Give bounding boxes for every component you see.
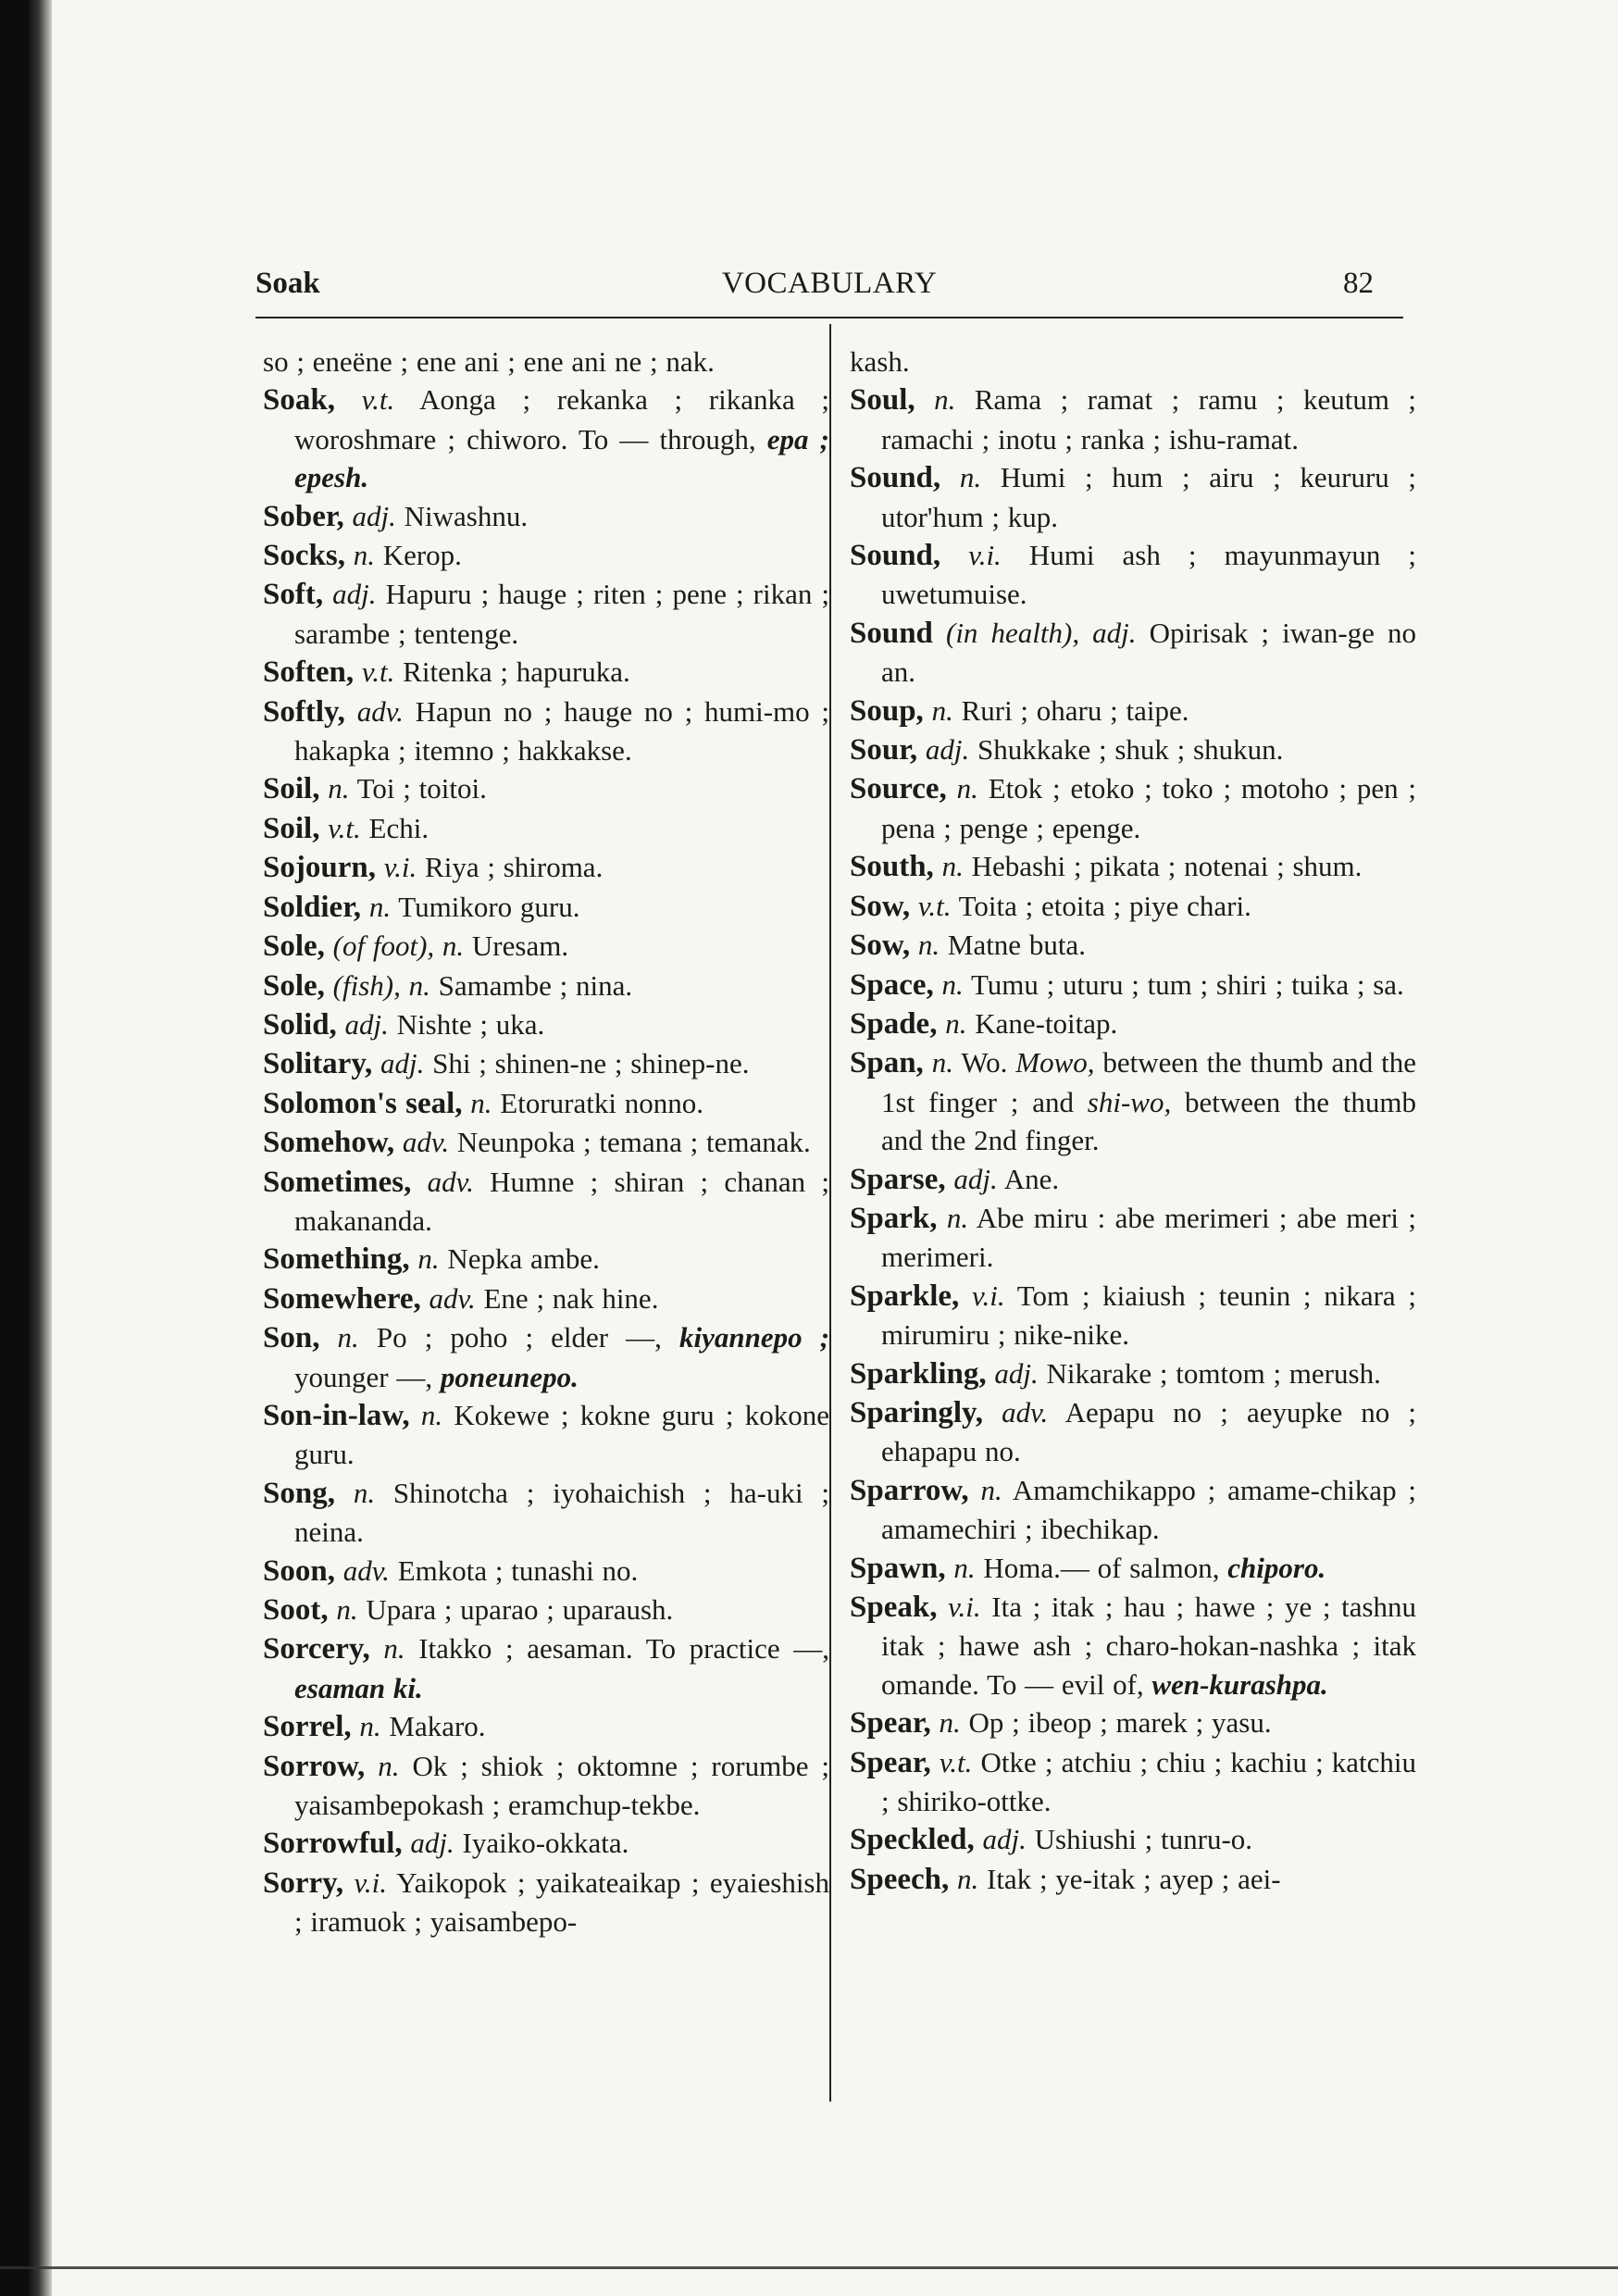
entry-translation: Ruri ; oharu ; taipe. [961, 693, 1189, 727]
page-bottom-edge [0, 2266, 1618, 2269]
dictionary-entry [850, 1471, 1416, 1549]
dictionary-entry [850, 769, 1416, 847]
entry-translation: Amamchikappo ; amame-chikap ; amamechiri ; ibechikap. [881, 1473, 1417, 1546]
entry-translation: Niwashnu. [404, 499, 529, 532]
entry-part-of-speech: n. [939, 1706, 961, 1740]
entry-part-of-speech: (in health), adj. [946, 616, 1137, 649]
entry-part-of-speech: v.i. [948, 1591, 981, 1623]
entry-headword: Sparkling, [850, 1356, 987, 1391]
entry-translation: Humi ; hum ; airu ; keururu ; utor'hum ; kup. [881, 461, 1417, 533]
dictionary-entry [850, 381, 1416, 458]
entry-headword: Softly, [263, 694, 345, 729]
entry-headword: Speak, [850, 1591, 938, 1624]
dictionary-entry [263, 1474, 829, 1552]
entry-translation: Toita ; etoita ; piye chari. [958, 889, 1251, 922]
header-rule [255, 317, 1403, 318]
entry-headword: Something, [263, 1242, 410, 1277]
entry-translation: Nishte ; uka. [396, 1007, 545, 1041]
entry-part-of-speech: n. [917, 929, 940, 962]
entry-italic-term: poneunepo. [440, 1360, 579, 1393]
entry-translation: Aepapu no ; aeyupke no ; ehapapu no. [881, 1395, 1416, 1468]
entry-part-of-speech: v.i. [383, 851, 417, 884]
entry-headword: Sojourn, [263, 851, 376, 885]
entry-translation: Hebashi ; pikata ; notenai ; shum. [971, 850, 1363, 883]
entry-headword: Speech, [850, 1862, 950, 1896]
page-title: VOCABULARY [721, 267, 938, 300]
column-divider [829, 324, 831, 2102]
dictionary-entry [850, 1277, 1416, 1354]
entry-headword: Solitary, [263, 1047, 373, 1081]
entry-translation: Makaro. [389, 1710, 486, 1743]
dictionary-entry [850, 730, 1416, 769]
dictionary-entry [263, 967, 829, 1005]
entry-headword: Sow, [850, 889, 911, 923]
entry-headword: Span, [850, 1046, 924, 1080]
dictionary-entry [263, 1629, 829, 1707]
entry-headword: Sound, [850, 461, 941, 495]
entry-part-of-speech: n. [980, 1473, 1002, 1506]
entry-part-of-speech: adj. [344, 1007, 389, 1041]
entry-headword: Sound, [850, 539, 941, 573]
entry-part-of-speech: adj. [352, 499, 396, 532]
entry-part-of-speech: n. [946, 1201, 969, 1234]
entry-part-of-speech: n. [417, 1242, 440, 1276]
entry-part-of-speech: adj. [332, 578, 377, 611]
entry-part-of-speech: (fish), n. [332, 968, 430, 1002]
entry-headword: Sole, [263, 930, 325, 964]
entry-headword: Socks, [263, 539, 345, 573]
dictionary-entry [263, 1864, 829, 1941]
entry-italic-term: shi-wo, [1087, 1085, 1172, 1118]
dictionary-entry [263, 1824, 829, 1863]
entry-translation: Riya ; shiroma. [425, 851, 604, 884]
dictionary-entry [263, 1318, 829, 1396]
entry-part-of-speech: n. [945, 1006, 967, 1040]
entry-translation: Wo. [961, 1046, 1008, 1079]
entry-part-of-speech: n. [931, 693, 953, 727]
book-binding-shadow [0, 0, 52, 2296]
entry-translation: younger —, [294, 1360, 433, 1393]
dictionary-entry [850, 692, 1416, 730]
dictionary-entry [850, 1549, 1416, 1588]
dictionary-entry [850, 1199, 1416, 1277]
entry-headword: Spear, [850, 1745, 931, 1779]
entry-headword: Sparingly, [850, 1395, 983, 1429]
entry-part-of-speech: adv. [427, 1165, 474, 1198]
entry-translation: Otke ; atchiu ; chiu ; kachiu ; katchiu ; shiriko-ottke. [881, 1745, 1417, 1818]
entry-headword: Soldier, [263, 890, 362, 924]
entry-translation: Ane. [1003, 1162, 1060, 1195]
entry-part-of-speech: adv. [356, 694, 404, 728]
entry-headword: Source, [850, 772, 947, 806]
dictionary-entry [850, 1004, 1416, 1043]
dictionary-entry [850, 1703, 1416, 1742]
entry-part-of-speech: v.t. [361, 655, 395, 689]
entry-translation: Tumu ; uturu ; tum ; shiri ; tuika ; sa. [970, 967, 1404, 1001]
dictionary-entry [850, 1043, 1416, 1159]
entry-headword: Sorcery, [263, 1632, 370, 1666]
dictionary-entry [850, 1354, 1416, 1393]
entry-translation: Po ; poho ; elder —, [376, 1321, 662, 1354]
entry-headword: Soup, [850, 693, 924, 728]
entry-italic-term: epa ; epesh. [294, 422, 829, 494]
dictionary-entry [263, 653, 829, 692]
entry-part-of-speech: v.t. [939, 1745, 973, 1778]
dictionary-entry [263, 575, 829, 653]
entry-translation: Abe miru : abe merimeri ; abe meri ; merimeri. [881, 1201, 1417, 1274]
entry-translation: Samambe ; nina. [438, 968, 633, 1002]
entry-part-of-speech: adj. [953, 1162, 998, 1195]
entry-part-of-speech: v.i. [354, 1866, 388, 1899]
entry-translation: Kokewe ; kokne guru ; kokone guru. [294, 1398, 829, 1471]
entry-headword: Sow, [850, 929, 911, 963]
entry-part-of-speech: n. [353, 1476, 376, 1509]
entry-translation: Yaikopok ; yaikateaikap ; eyaieshish ; iramuok ; yaisambepo- [294, 1866, 829, 1939]
dictionary-entry [263, 497, 829, 536]
entry-part-of-speech: n. [470, 1086, 492, 1119]
dictionary-entry [263, 693, 829, 770]
entry-headword: Sparse, [850, 1162, 946, 1196]
entry-italic-term: chiporo. [1227, 1551, 1326, 1584]
entry-headword: Sober, [263, 499, 344, 533]
entry-part-of-speech: n. [953, 1551, 976, 1584]
entry-part-of-speech: n. [934, 383, 956, 417]
dictionary-entry [263, 1747, 829, 1825]
dictionary-entry [263, 769, 829, 808]
page-number: 82 [1343, 267, 1374, 300]
entry-part-of-speech: n. [420, 1398, 443, 1431]
right-column [850, 343, 1416, 1899]
entry-headword: Spade, [850, 1006, 938, 1041]
dictionary-entry [850, 1820, 1416, 1859]
entry-part-of-speech: n. [941, 967, 964, 1001]
entry-part-of-speech: n. [353, 539, 375, 572]
entry-translation: Op ; ibeop ; marek ; yasu. [968, 1706, 1272, 1740]
entry-part-of-speech: adj. [982, 1823, 1027, 1856]
entry-headword: Soak, [263, 383, 335, 418]
dictionary-entry [850, 1160, 1416, 1199]
guide-word: Soak [255, 267, 320, 300]
dictionary-entry [263, 1240, 829, 1279]
entry-translation: Echi. [368, 811, 429, 844]
entry-italic-term: Mowo, [1015, 1046, 1095, 1079]
entry-part-of-speech: adj. [380, 1047, 425, 1080]
entry-translation: Matne buta. [947, 929, 1086, 962]
entry-italic-term: wen-kurashpa. [1151, 1667, 1328, 1701]
entry-part-of-speech: adv. [342, 1554, 390, 1587]
entry-translation: Nepka ambe. [447, 1242, 600, 1276]
entry-translation: Ene ; nak hine. [483, 1281, 659, 1315]
entry-translation: Nikarake ; tomtom ; merush. [1046, 1356, 1381, 1390]
dictionary-entry [263, 1396, 829, 1474]
dictionary-entry [263, 927, 829, 966]
entry-headword: Sparkle, [850, 1279, 960, 1313]
entry-translation: Kerop. [382, 539, 462, 572]
entry-translation: Shi ; shinen-ne ; shinep-ne. [432, 1047, 750, 1080]
entry-translation: Humne ; shiran ; chanan ; makananda. [294, 1165, 829, 1237]
entry-part-of-speech: v.i. [968, 539, 1002, 572]
dictionary-entry [850, 966, 1416, 1004]
entry-translation: Emkota ; tunashi no. [397, 1554, 639, 1587]
dictionary-entry [263, 1084, 829, 1123]
entry-translation: Rama ; ramat ; ramu ; keutum ; ramachi ; inotu ; ranka ; ishu-ramat. [881, 383, 1417, 455]
entry-part-of-speech: n. [956, 772, 978, 805]
dictionary-entry [850, 1860, 1416, 1899]
entry-headword: Sometimes, [263, 1165, 412, 1199]
entry-headword: Speckled, [850, 1823, 975, 1857]
entry-part-of-speech: n. [931, 1046, 953, 1079]
dictionary-entry [263, 1123, 829, 1162]
entry-continuation: so ; eneëne ; ene ani ; ene ani ne ; nak. [263, 345, 715, 378]
dictionary-entry [263, 1707, 829, 1746]
entry-translation: Uresam. [471, 930, 569, 963]
entry-translation: between the thumb and the 2nd finger. [881, 1085, 1417, 1157]
entry-translation: Etoruratki nonno. [500, 1086, 703, 1119]
entry-part-of-speech: n. [378, 1749, 400, 1782]
entry-part-of-speech: n. [328, 772, 350, 805]
entry-headword: Song, [263, 1476, 335, 1510]
entry-headword: Sorrowful, [263, 1827, 403, 1861]
dictionary-entry [263, 1279, 829, 1318]
entry-translation: Ushiushi ; tunru-o. [1034, 1823, 1253, 1856]
entry-headword: Somehow, [263, 1126, 395, 1160]
entry-part-of-speech: adj. [925, 733, 970, 767]
entry-headword: Sorry, [263, 1866, 344, 1900]
entry-part-of-speech: adv. [402, 1126, 450, 1159]
dictionary-entry [263, 1005, 829, 1044]
entry-part-of-speech: n. [383, 1632, 405, 1666]
entry-part-of-speech: adv. [1002, 1395, 1049, 1429]
entry-part-of-speech: n. [336, 1593, 358, 1626]
entry-part-of-speech: n. [941, 850, 964, 883]
entry-part-of-speech: n. [957, 1862, 979, 1895]
entry-headword: Solid, [263, 1007, 337, 1042]
left-column [263, 343, 829, 1941]
entry-translation: Opirisak ; iwan-ge no an. [881, 616, 1417, 689]
entry-italic-term: kiyannepo ; [679, 1321, 830, 1354]
entry-part-of-speech: adj. [410, 1827, 454, 1860]
dictionary-entry [850, 1743, 1416, 1821]
dictionary-entry [850, 847, 1416, 886]
dictionary-entry [850, 1393, 1416, 1471]
dictionary-entry [850, 887, 1416, 926]
dictionary-entry [850, 926, 1416, 965]
entry-translation: Ritenka ; hapuruka. [403, 655, 630, 689]
entry-part-of-speech: v.t. [361, 383, 395, 417]
entry-headword: Sole, [263, 968, 325, 1003]
entry-translation: between the thumb and the 1st finger ; and [881, 1046, 1417, 1118]
dictionary-entry [263, 888, 829, 927]
entry-headword: Soon, [263, 1554, 335, 1588]
dictionary-entry [850, 1588, 1416, 1703]
dictionary-entry [263, 1163, 829, 1241]
entry-headword: Sorrow, [263, 1749, 366, 1783]
entry-headword: Solomon's seal, [263, 1086, 463, 1120]
entry-headword: South, [850, 850, 934, 884]
entry-translation: Neunpoka ; temana ; temanak. [456, 1126, 811, 1159]
entry-headword: Somewhere, [263, 1281, 421, 1316]
dictionary-entry [263, 1591, 829, 1629]
entry-headword: Soft, [263, 578, 324, 612]
entry-part-of-speech: adv. [429, 1281, 476, 1315]
dictionary-entry [850, 343, 1416, 381]
entry-part-of-speech: (of foot), n. [332, 930, 465, 963]
entry-translation: Tumikoro guru. [398, 890, 580, 923]
dictionary-entry [263, 536, 829, 575]
entry-part-of-speech: v.i. [972, 1279, 1005, 1312]
entry-part-of-speech: adj. [994, 1356, 1039, 1390]
entry-headword: Space, [850, 967, 934, 1002]
dictionary-entry [263, 1044, 829, 1083]
entry-headword: Son, [263, 1321, 320, 1355]
entry-headword: Son-in-law, [263, 1398, 410, 1432]
dictionary-entry [263, 848, 829, 887]
entry-part-of-speech: v.t. [917, 889, 952, 922]
entry-translation: Hapun no ; hauge no ; humi-mo ; hakapka ; itemno ; hakkakse. [294, 694, 830, 767]
entry-translation: Hapuru ; hauge ; riten ; pene ; rikan ; sarambe ; tentenge. [294, 578, 830, 650]
dictionary-entry [263, 809, 829, 848]
entry-translation: Shukkake ; shuk ; shukun. [977, 733, 1284, 767]
dictionary-entry [263, 1552, 829, 1591]
dictionary-entry [263, 343, 829, 381]
entry-part-of-speech: v.t. [328, 811, 361, 844]
entry-continuation: kash. [850, 345, 910, 378]
entry-translation: Iyaiko-okkata. [462, 1827, 629, 1860]
entry-translation: Shinotcha ; iyohaichish ; ha-uki ; neina. [294, 1476, 830, 1549]
entry-translation: Humi ash ; mayunmayun ; uwetumuise. [881, 539, 1417, 611]
entry-headword: Spark, [850, 1201, 938, 1235]
entry-headword: Spawn, [850, 1551, 946, 1585]
entry-translation: Homa.— of salmon, [983, 1551, 1220, 1584]
entry-headword: Soot, [263, 1593, 329, 1627]
entry-part-of-speech: n. [359, 1710, 381, 1743]
entry-italic-term: esaman ki. [294, 1671, 423, 1704]
entry-part-of-speech: n. [337, 1321, 359, 1354]
entry-headword: Sour, [850, 733, 918, 767]
entry-headword: Soul, [850, 383, 915, 418]
entry-headword: Soil, [263, 772, 320, 806]
entry-translation: Ita ; itak ; hau ; hawe ; ye ; tashnu itak ; hawe ash ; charo-hokan-nashka ; itak omande. To — evil of, [881, 1591, 1417, 1701]
entry-headword: Sparrow, [850, 1473, 969, 1507]
entry-headword: Soften, [263, 655, 355, 690]
running-head [255, 267, 1403, 307]
entry-translation: Etok ; etoko ; toko ; motoho ; pen ; pena ; penge ; epenge. [881, 772, 1417, 844]
entry-headword: Spear, [850, 1706, 931, 1741]
entry-translation: Toi ; toitoi. [356, 772, 487, 805]
entry-headword: Soil, [263, 811, 320, 845]
entry-translation: Upara ; uparao ; uparaush. [366, 1593, 674, 1626]
entry-translation: Itakko ; aesaman. To practice —, [418, 1632, 829, 1666]
entry-headword: Sorrel, [263, 1710, 352, 1744]
entry-translation: Aonga ; rekanka ; rikanka ; woroshmare ; chiworo. To — through, [294, 383, 830, 455]
dictionary-entry [850, 614, 1416, 692]
dictionary-entry [850, 458, 1416, 536]
entry-translation: Itak ; ye-itak ; ayep ; aei- [987, 1862, 1281, 1895]
dictionary-entry [263, 381, 829, 496]
entry-headword: Sound [850, 616, 933, 650]
entry-translation: Tom ; kiaiush ; teunin ; nikara ; mirumiru ; nike-nike. [881, 1279, 1417, 1352]
entry-part-of-speech: n. [959, 461, 982, 494]
entry-part-of-speech: n. [368, 890, 392, 923]
entry-translation: Kane-toitap. [975, 1006, 1118, 1040]
dictionary-entry [850, 536, 1416, 614]
entry-translation: Ok ; shiok ; oktomne ; rorumbe ; yaisambepokash ; eramchup-tekbe. [294, 1749, 829, 1822]
